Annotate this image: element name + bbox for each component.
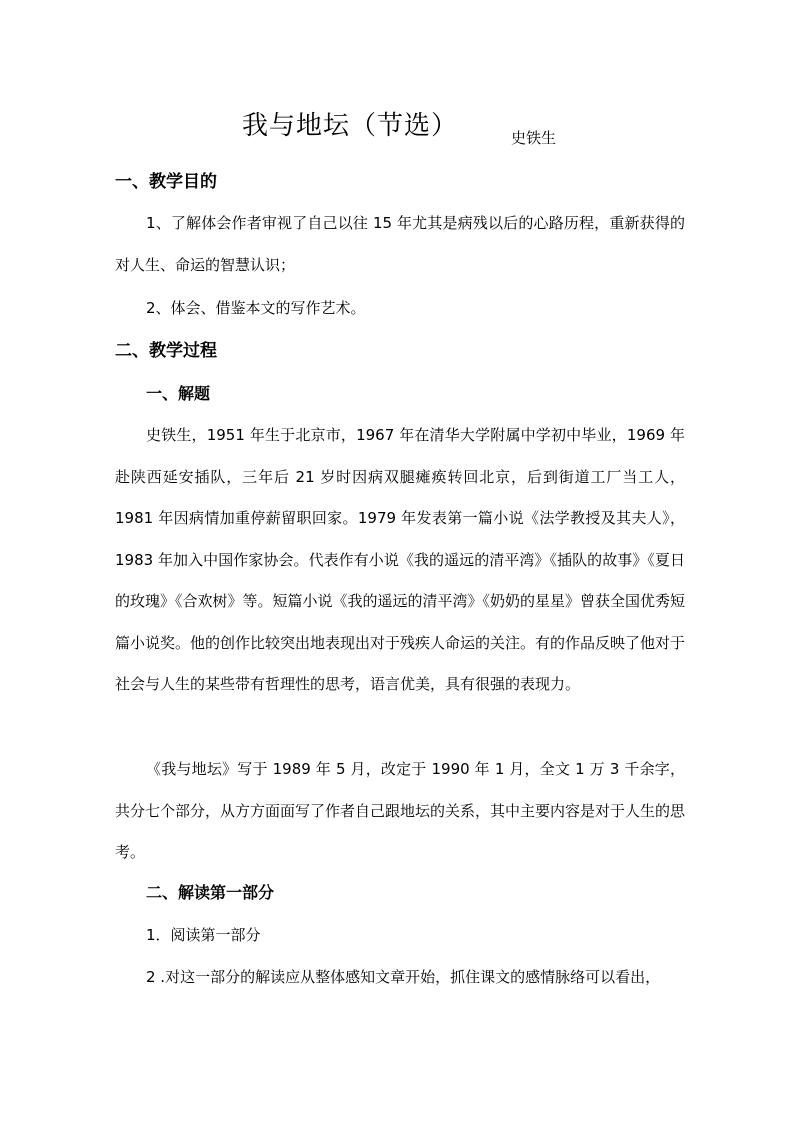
document-title: 我与地坛（节选） [242,111,459,141]
section-heading-teaching-goals: 一、教学目的 [115,172,217,192]
section-heading-teaching-process: 二、教学过程 [115,341,217,361]
work-intro-paragraph: 《我与地坛》写于 1989 年 5 月，改定于 1990 年 1 月，全文 1 万 3 千余字，共分七个部分，从方方面面写了作者自己跟地坛的关系，其中主要内容是对于人生的思考。 [115,760,686,861]
author-name: 史铁生 [511,129,557,147]
subsection-heading-part-one: 二、解读第一部分 [146,883,275,902]
subsection-heading-title-explanation: 一、解题 [146,384,211,403]
step-item-1: 1．阅读第一部分 [146,926,261,944]
step-item-2: 2 .对这一部分的解读应从整体感知文章开始，抓住课文的感情脉络可以看出， [146,968,661,986]
goal-item-2: 2、体会、借鉴本文的写作艺术。 [146,299,366,317]
author-bio-paragraph: 史铁生，1951 年生于北京市，1967 年在清华大学附属中学初中毕业，1969 年赴陕西延安插队，三年后 21 岁时因病双腿瘫痪转回北京，后到街道工厂当工人，1981 年因病情加重停薪留职回家。1979 年发表第一篇小说《法学教授及其夫人》，1983 年加入中国作家协会。代表作有小说《我的遥远的清平湾》《插队的故事》《夏日的玫瑰》《合欢树》等。短篇小说《我的遥远的清平湾》《奶奶的星星》曾获全国优秀短篇小说奖。他的创作比较突出地表现出对于残疾人命运的关注。有的作品反映了他对于社会与人生的某些带有哲理性的思考，语言优美，具有很强的表现力。 [115,426,686,693]
goal-item-1: 1、了解体会作者审视了自己以往 15 年尤其是病残以后的心路历程，重新获得的对人生、命运的智慧认识； [115,214,685,274]
